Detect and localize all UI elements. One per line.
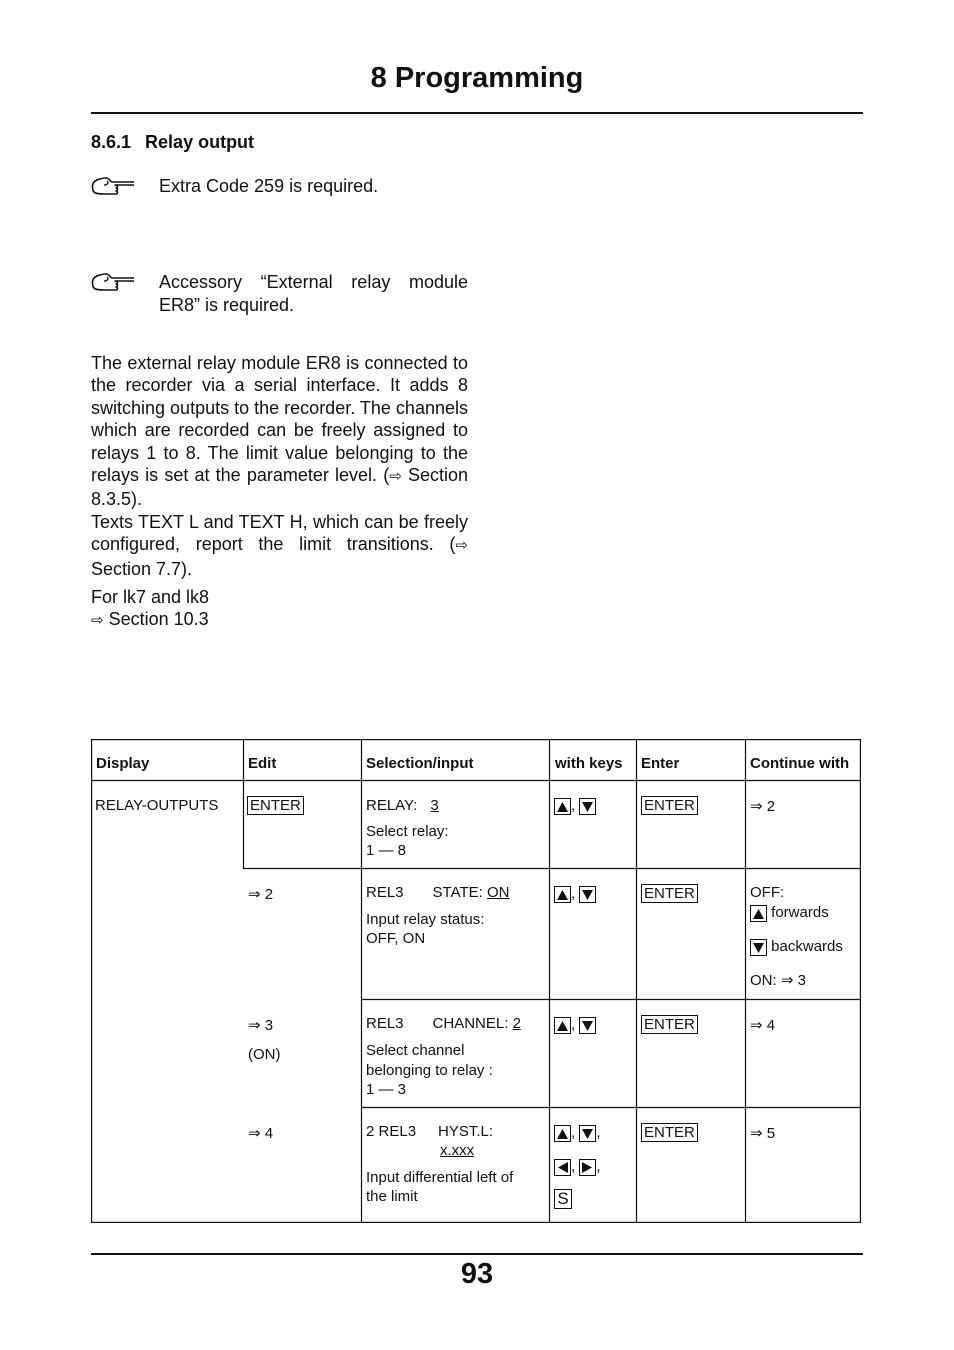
- implies-arrow-icon: ⇒: [750, 1017, 763, 1034]
- edit-target-3: ⇒ 3: [248, 1017, 274, 1034]
- pointing-hand-icon: [90, 173, 136, 197]
- continue-backwards: backwards: [750, 937, 843, 956]
- selection-desc: the limit: [366, 1188, 418, 1205]
- footer-rule: [91, 1253, 863, 1255]
- paragraph-texts: Texts TEXT L and TEXT H, which can be freely configured, report the limit transitions. (⇨ Section 7.7).: [91, 511, 468, 579]
- implies-arrow-icon: ⇒: [248, 1125, 261, 1142]
- s-key: S: [554, 1189, 572, 1209]
- edit-target-2: ⇒ 2: [248, 886, 274, 903]
- edit-note-on: (ON): [248, 1046, 281, 1063]
- selection-relay: RELAY: 3: [366, 797, 439, 814]
- pointing-hand-icon: [90, 269, 136, 293]
- up-arrow-key-icon: [750, 905, 767, 922]
- paragraph-er8: The external relay module ER8 is connected to the recorder via a serial interface. It adds 8 switching outputs to the recorder. The channels which are recorded can be freely assigned to relays 1 to 8. The limit value belonging to the relays is set at the parameter level. (⇨ Section 8.3.5).: [91, 353, 468, 510]
- implies-arrow-icon: ⇒: [248, 886, 261, 903]
- continue-off: OFF:: [750, 884, 785, 901]
- edit-target-4: ⇒ 4: [248, 1125, 274, 1142]
- page-number: 93: [460, 1258, 494, 1290]
- left-arrow-key-icon: [554, 1159, 571, 1176]
- selection-desc: Select channel: [366, 1042, 465, 1059]
- section-title: Relay output: [145, 132, 255, 152]
- implies-arrow-icon: ⇒: [750, 798, 763, 815]
- note-extra-code: Extra Code 259 is required.: [159, 176, 379, 196]
- up-arrow-key-icon: [554, 1125, 571, 1142]
- paragraph-lk: For lk7 and lk8 ⇨ Section 10.3: [91, 587, 210, 630]
- selection-range: 1 — 8: [366, 842, 407, 859]
- header-rule: [91, 112, 863, 114]
- selection-range: 1 — 3: [366, 1081, 407, 1098]
- continue-on: ON: ⇒ 3: [750, 972, 806, 989]
- key-group-updown: ,: [554, 796, 596, 815]
- programming-table: [91, 739, 861, 1223]
- right-arrow-key-icon: [579, 1159, 596, 1176]
- enter-key: ENTER: [641, 796, 698, 815]
- enter-key: ENTER: [641, 1123, 698, 1142]
- down-arrow-key-icon: [579, 1017, 596, 1034]
- down-arrow-key-icon: [750, 939, 767, 956]
- selection-desc: Select relay:: [366, 823, 449, 840]
- continue-row1: ⇒ 2: [750, 798, 776, 815]
- key-group-updown: , ,: [554, 1123, 601, 1142]
- hyst-value: x.xxx: [440, 1142, 475, 1159]
- selection-hyst: 2 REL3 HYST.L:: [366, 1123, 494, 1140]
- down-arrow-key-icon: [579, 886, 596, 903]
- key-group-updown: ,: [554, 1015, 596, 1034]
- up-arrow-key-icon: [554, 1017, 571, 1034]
- page-title: 8 Programming: [370, 62, 584, 94]
- selection-channel: REL3 CHANNEL: 2: [366, 1015, 521, 1032]
- section-heading: [91, 132, 254, 153]
- selection-state: REL3 STATE: ON: [366, 884, 510, 901]
- down-arrow-key-icon: [579, 1125, 596, 1142]
- selection-desc: belonging to relay :: [366, 1062, 493, 1079]
- selection-desc: Input relay status:: [366, 911, 485, 928]
- body-text: [91, 352, 468, 580]
- continue-forwards: forwards: [750, 903, 829, 922]
- up-arrow-key-icon: [554, 798, 571, 815]
- header-enter: Enter: [641, 755, 680, 772]
- selection-options: OFF, ON: [366, 930, 426, 947]
- continue-row4: ⇒ 5: [750, 1125, 776, 1142]
- reference-arrow-icon: ⇨: [455, 537, 468, 555]
- continue-row3: ⇒ 4: [750, 1017, 776, 1034]
- display-relay-outputs: RELAY-OUTPUTS: [95, 797, 219, 814]
- header-keys: with keys: [555, 755, 623, 772]
- key-group-updown: ,: [554, 884, 596, 903]
- reference-arrow-icon: ⇨: [389, 468, 402, 486]
- selection-desc: Input differential left of: [366, 1169, 514, 1186]
- header-continue: Continue with: [750, 755, 850, 772]
- reference-arrow-icon: ⇨: [91, 612, 104, 630]
- implies-arrow-icon: ⇒: [780, 972, 794, 989]
- enter-key: ENTER: [641, 884, 698, 903]
- up-arrow-key-icon: [554, 886, 571, 903]
- implies-arrow-icon: ⇒: [248, 1017, 261, 1034]
- down-arrow-key-icon: [579, 798, 596, 815]
- edit-enter-key: ENTER: [247, 796, 304, 815]
- header-selection: Selection/input: [366, 755, 474, 772]
- header-edit: Edit: [248, 755, 277, 772]
- implies-arrow-icon: ⇒: [750, 1125, 763, 1142]
- enter-key: ENTER: [641, 1015, 698, 1034]
- header-display: Display: [96, 755, 150, 772]
- key-group-leftright: , ,: [554, 1157, 601, 1176]
- note-accessory: Accessory “External relay module ER8” is required.: [159, 272, 468, 315]
- section-number: 8.6.1: [91, 132, 132, 152]
